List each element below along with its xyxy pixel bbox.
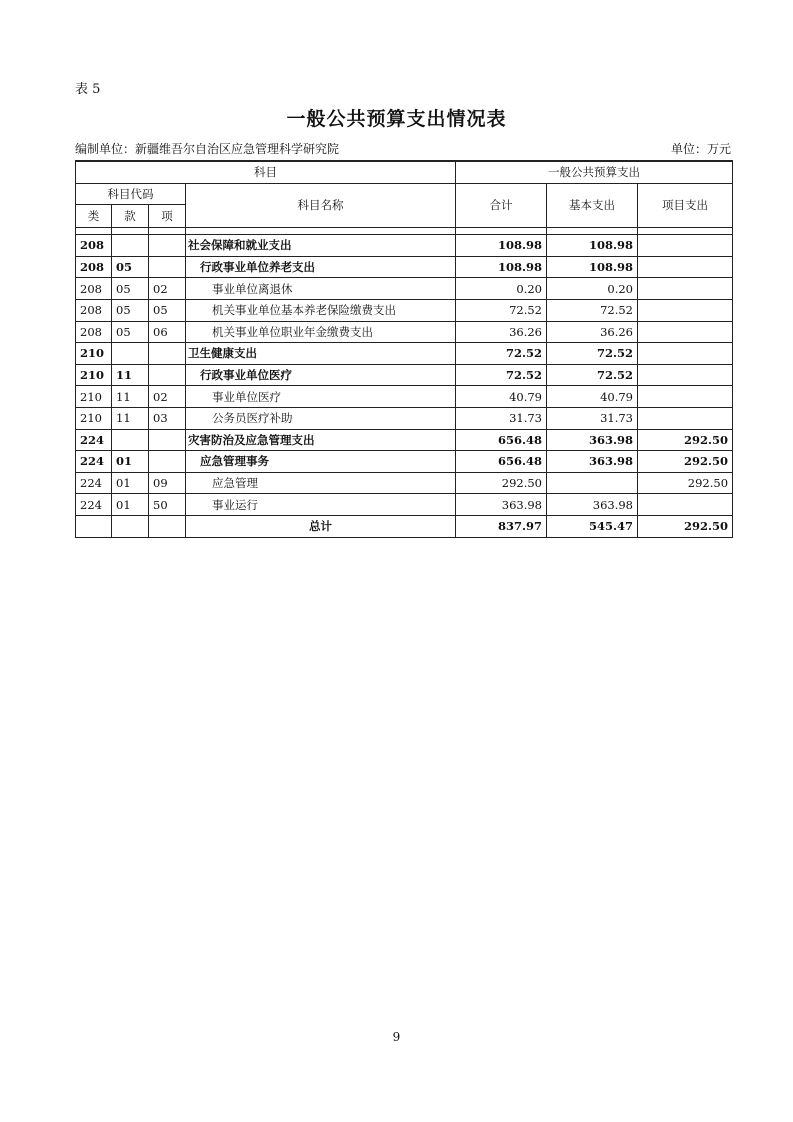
cell-xiang: [149, 451, 186, 473]
header-xiang: 项: [149, 205, 186, 228]
organization-label: 编制单位：新疆维吾尔自治区应急管理科学研究院: [75, 142, 340, 156]
cell-kuan: 11: [112, 407, 149, 429]
cell-total: 40.79: [456, 386, 547, 408]
cell-xiang: [149, 256, 186, 278]
cell-project: [638, 321, 733, 343]
budget-expenditure-table: [75, 160, 733, 538]
cell-xiang: 02: [149, 386, 186, 408]
cell-total: 72.52: [456, 343, 547, 365]
cell-kuan: [112, 235, 149, 257]
cell-lei: 224: [76, 429, 112, 451]
cell-kuan: 05: [112, 278, 149, 300]
cell-subject-name: 行政事业单位医疗: [186, 364, 456, 386]
cell-kuan: 01: [112, 472, 149, 494]
table-row: [76, 386, 733, 408]
cell-basic: 108.98: [547, 256, 638, 278]
cell-xiang: 03: [149, 407, 186, 429]
cell-subject-name: 行政事业单位养老支出: [186, 256, 456, 278]
currency-unit-label: 单位：万元: [670, 142, 731, 156]
table-row: [76, 451, 733, 473]
table-row: [76, 494, 733, 516]
cell-xiang: [149, 343, 186, 365]
cell-lei: 208: [76, 235, 112, 257]
header-code: 科目代码: [76, 183, 186, 205]
cell-subject-name: 机关事业单位职业年金缴费支出: [186, 321, 456, 343]
header-lei: 类: [76, 205, 112, 228]
cell-basic: [547, 472, 638, 494]
cell-total: 31.73: [456, 407, 547, 429]
cell-xiang: 06: [149, 321, 186, 343]
cell-grand-total: 837.97: [456, 515, 547, 537]
cell-subject-name: 应急管理: [186, 472, 456, 494]
cell-lei: 224: [76, 494, 112, 516]
page-title: 一般公共预算支出情况表: [286, 108, 507, 130]
cell-lei: 208: [76, 321, 112, 343]
cell-lei: 210: [76, 407, 112, 429]
cell-kuan: 05: [112, 299, 149, 321]
cell-kuan: 01: [112, 494, 149, 516]
table-row: [76, 235, 733, 257]
header-separator: [76, 228, 733, 235]
cell-project: [638, 364, 733, 386]
cell-xiang: 50: [149, 494, 186, 516]
cell-lei: 208: [76, 299, 112, 321]
header-name: 科目名称: [186, 183, 456, 228]
table-row: [76, 343, 733, 365]
table-row: [76, 429, 733, 451]
cell-project: [638, 299, 733, 321]
total-row: [76, 515, 733, 537]
cell-total-label: 总计: [186, 515, 456, 537]
cell-project: [638, 343, 733, 365]
cell-total: 656.48: [456, 429, 547, 451]
table-row: [76, 278, 733, 300]
cell-subject-name: 事业运行: [186, 494, 456, 516]
header-basic: 基本支出: [547, 183, 638, 228]
cell-lei: 224: [76, 472, 112, 494]
cell-basic: 363.98: [547, 451, 638, 473]
cell-basic: 363.98: [547, 429, 638, 451]
cell-total: 108.98: [456, 256, 547, 278]
cell-project: [638, 256, 733, 278]
cell-project: [638, 494, 733, 516]
cell-total: 36.26: [456, 321, 547, 343]
cell-basic: 72.52: [547, 364, 638, 386]
cell-kuan: 05: [112, 321, 149, 343]
cell-xiang: [149, 429, 186, 451]
cell-basic: 108.98: [547, 235, 638, 257]
cell-kuan: 01: [112, 451, 149, 473]
cell-xiang: 09: [149, 472, 186, 494]
cell-xiang: [149, 235, 186, 257]
cell-total: 108.98: [456, 235, 547, 257]
cell-project: [638, 407, 733, 429]
cell-project: 292.50: [638, 472, 733, 494]
cell-total: 72.52: [456, 364, 547, 386]
cell-subject-name: 事业单位医疗: [186, 386, 456, 408]
cell-subject-name: 灾害防治及应急管理支出: [186, 429, 456, 451]
cell-lei: 208: [76, 256, 112, 278]
cell-xiang: 05: [149, 299, 186, 321]
cell-lei: 224: [76, 451, 112, 473]
cell-xiang: 02: [149, 278, 186, 300]
cell-basic: 0.20: [547, 278, 638, 300]
table-row: [76, 407, 733, 429]
cell-project: 292.50: [638, 451, 733, 473]
cell-project: 292.50: [638, 429, 733, 451]
cell-kuan: [112, 429, 149, 451]
cell-lei: 210: [76, 386, 112, 408]
cell-total: 72.52: [456, 299, 547, 321]
cell-total: 0.20: [456, 278, 547, 300]
cell-lei: 210: [76, 364, 112, 386]
cell-empty: [149, 515, 186, 537]
cell-subject-name: 机关事业单位基本养老保险缴费支出: [186, 299, 456, 321]
header-project: 项目支出: [638, 183, 733, 228]
cell-basic: 36.26: [547, 321, 638, 343]
cell-lei: 210: [76, 343, 112, 365]
header-total: 合计: [456, 183, 547, 228]
table-number: 表 5: [75, 82, 101, 97]
cell-subject-name: 社会保障和就业支出: [186, 235, 456, 257]
cell-total: 292.50: [456, 472, 547, 494]
cell-subject-name: 事业单位离退休: [186, 278, 456, 300]
cell-project: [638, 235, 733, 257]
cell-kuan: 05: [112, 256, 149, 278]
cell-basic: 72.52: [547, 343, 638, 365]
cell-total: 656.48: [456, 451, 547, 473]
cell-basic: 31.73: [547, 407, 638, 429]
cell-project: [638, 278, 733, 300]
header-subject: 科目: [76, 161, 456, 183]
cell-total: 363.98: [456, 494, 547, 516]
cell-kuan: [112, 343, 149, 365]
table-row: [76, 472, 733, 494]
cell-empty: [112, 515, 149, 537]
table-row: [76, 299, 733, 321]
cell-basic: 40.79: [547, 386, 638, 408]
cell-kuan: 11: [112, 364, 149, 386]
cell-lei: 208: [76, 278, 112, 300]
header-kuan: 款: [112, 205, 149, 228]
cell-grand-project: 292.50: [638, 515, 733, 537]
header-budget: 一般公共预算支出: [456, 161, 733, 183]
page-number: 9: [392, 1030, 401, 1044]
cell-kuan: 11: [112, 386, 149, 408]
cell-subject-name: 卫生健康支出: [186, 343, 456, 365]
cell-xiang: [149, 364, 186, 386]
cell-basic: 72.52: [547, 299, 638, 321]
cell-basic: 363.98: [547, 494, 638, 516]
cell-subject-name: 公务员医疗补助: [186, 407, 456, 429]
table-row: [76, 256, 733, 278]
cell-subject-name: 应急管理事务: [186, 451, 456, 473]
cell-grand-basic: 545.47: [547, 515, 638, 537]
table-row: [76, 321, 733, 343]
cell-project: [638, 386, 733, 408]
cell-empty: [76, 515, 112, 537]
table-row: [76, 364, 733, 386]
